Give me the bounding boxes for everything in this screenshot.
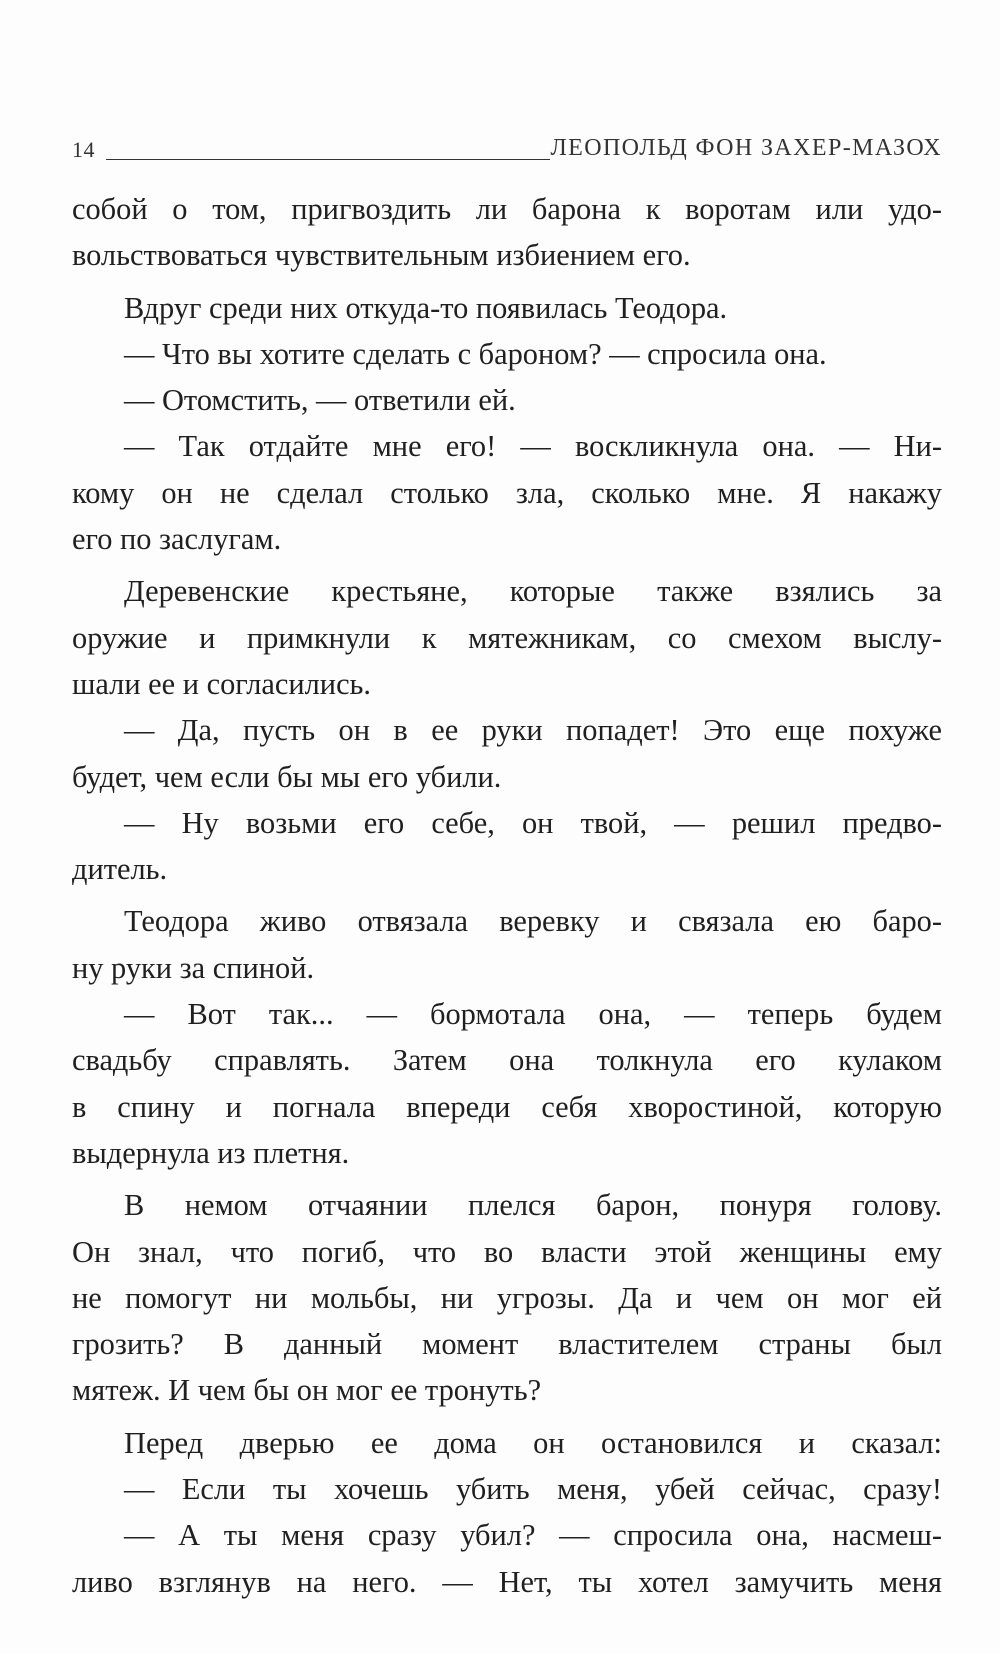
text-line: — Вот так... — бормотала она, — теперь будем (124, 997, 942, 1032)
page-number: 14 (72, 137, 95, 162)
text-line: ливо взглянув на него. — Нет, ты хотел замучить меня (72, 1564, 942, 1599)
text-line: свадьбу справлять. Затем она толкнула его кулаком (72, 1043, 942, 1078)
text-line: его по заслугам. (72, 522, 282, 557)
text-line: мятеж. И чем бы он мог ее тронуть? (72, 1373, 542, 1408)
text-line: — Что вы хотите сделать с бароном? — спросила она. (124, 336, 827, 371)
header-rule (106, 159, 550, 160)
running-title: ЛЕОПОЛЬД ФОН ЗАХЕР-МАЗОХ (550, 135, 942, 161)
text-line: — А ты меня сразу убил? — спросила она, насмеш- (124, 1518, 942, 1553)
page-header (72, 131, 942, 171)
text-line: — Ну возьми его себе, он твой, — решил предво- (124, 805, 942, 840)
text-line: — Так отдайте мне его! — воскликнула она. — Ни- (124, 429, 942, 464)
text-line: — Да, пусть он в ее руки попадет! Это еще похуже (124, 713, 942, 748)
text-line: кому он не сделал столько зла, сколько мне. Я накажу (72, 475, 942, 510)
body-text (72, 186, 942, 1605)
text-line: — Если ты хочешь убить меня, убей сейчас, сразу! (124, 1472, 942, 1507)
text-line: вольствоваться чувствительным избиением его. (72, 238, 691, 273)
text-line: ну руки за спиной. (72, 950, 315, 985)
text-line: шали ее и согласились. (72, 666, 372, 701)
text-line: Перед дверью ее дома он остановился и сказал: (124, 1425, 942, 1460)
text-line: дитель. (72, 852, 168, 887)
text-line: грозить? В данный момент властителем страны был (72, 1327, 942, 1362)
text-line: выдернула из плетня. (72, 1135, 350, 1170)
text-line: Вдруг среди них откуда-то появилась Теодора. (124, 290, 728, 325)
text-line: в спину и погнала впереди себя хворостиной, которую (72, 1089, 942, 1124)
text-line: оружие и примкнули к мятежникам, со смехом выслу- (72, 620, 942, 655)
text-line: Теодора живо отвязала веревку и связала ею баро- (124, 904, 942, 939)
text-line: — Отомстить, — ответили ей. (124, 383, 516, 418)
text-line: будет, чем если бы мы его убили. (72, 759, 502, 794)
text-line: собой о том, пригвоздить ли барона к воротам или удо- (72, 192, 942, 226)
text-line: не помогут ни мольбы, ни угрозы. Да и чем он мог ей (72, 1280, 942, 1315)
text-line: Деревенские крестьяне, которые также взялись за (124, 574, 942, 609)
text-line: Он знал, что погиб, что во власти этой женщины ему (72, 1234, 942, 1269)
text-line: В немом отчаянии плелся барон, понуря голову. (124, 1188, 942, 1223)
